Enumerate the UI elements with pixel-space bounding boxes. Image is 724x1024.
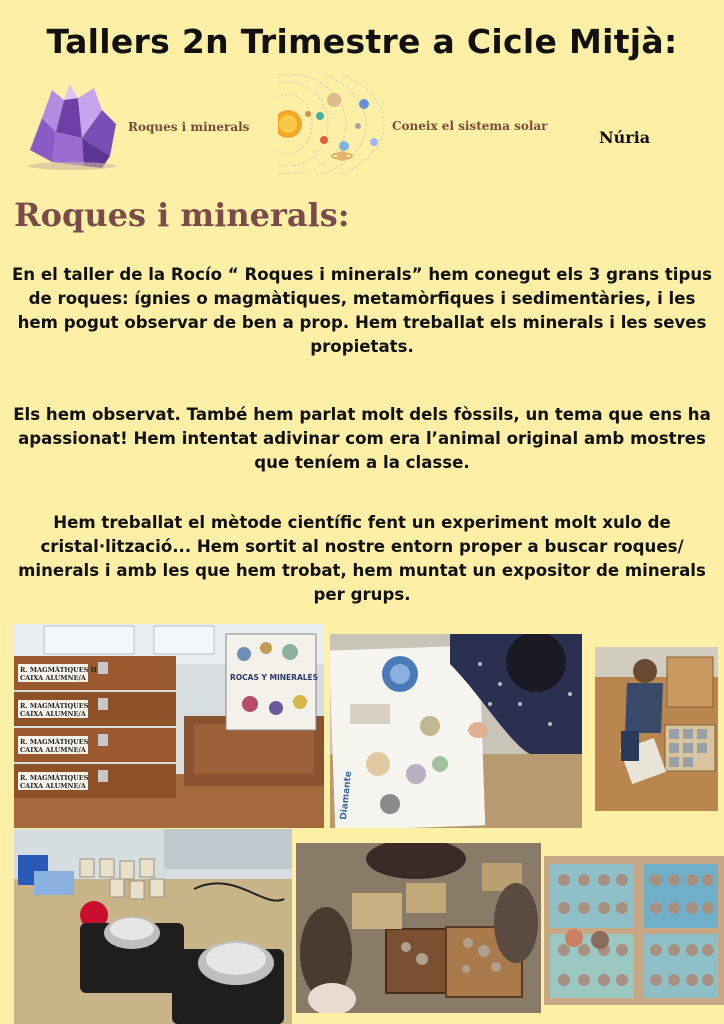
book-rocas-y-minerales [226,634,318,730]
photo-rock-boxes [14,624,324,828]
tab-label: Roques i minerals [128,120,250,134]
photo-book-page [330,634,582,828]
tab-coneix-el-sistema-solar[interactable] [278,74,548,178]
box-label: R. MAGMÀTIQUES CAIXA ALUMNE/A [20,774,89,790]
book-word: Diamante [339,770,355,821]
solar-system-icon [278,74,386,178]
teacher-name: Núria [599,128,651,147]
box-label: R. MAGMÀTIQUES II CAIXA ALUMNE/A [20,666,97,682]
paragraph-1: En el taller de la Rocío “ Roques i minerals” hem conegut els 3 grans tipus de roques: ígnies o magmàtiques, metamòrfiques i sedimentàries, i les hem pogut observar de ben a prop. Hem treballat els minerals i les seves propietats. [11,265,713,356]
photo-crystallization-experiment [14,829,292,1024]
book-title: ROCAS Y MINERALES [230,673,319,682]
paragraph-2: Els hem observat. També hem parlat molt dels fòssils, un tema que ens ha apassionat! Hem intentat adivinar com era l’animal original amb mostres que teníem a la classe. [13,405,711,472]
photo-egg-cartons-minerals [544,856,724,1005]
section-title: Roques i minerals: [14,196,350,234]
paragraph-3: Hem treballat el mètode científic fent un experiment molt xulo de cristal·lització... Hem sortit al nostre entorn proper a buscar roques/ minerals i amb les que hem trobat, hem muntat un expositor de minerals per grups. [18,513,706,604]
box-label: R. MAGMÀTIQUES CAIXA ALUMNE/A [20,702,89,718]
photo-child-mineral-box [595,647,718,811]
tab-label: Coneix el sistema solar [392,119,548,133]
page-title: Tallers 2n Trimestre a Cicle Mitjà: [46,22,678,61]
amethyst-crystal-icon [22,80,122,174]
box-label: R. MAGMÀTIQUES CAIXA ALUMNE/A [20,738,89,754]
tab-roques-i-minerals[interactable] [22,80,249,174]
photo-rocks-tray [296,843,541,1013]
